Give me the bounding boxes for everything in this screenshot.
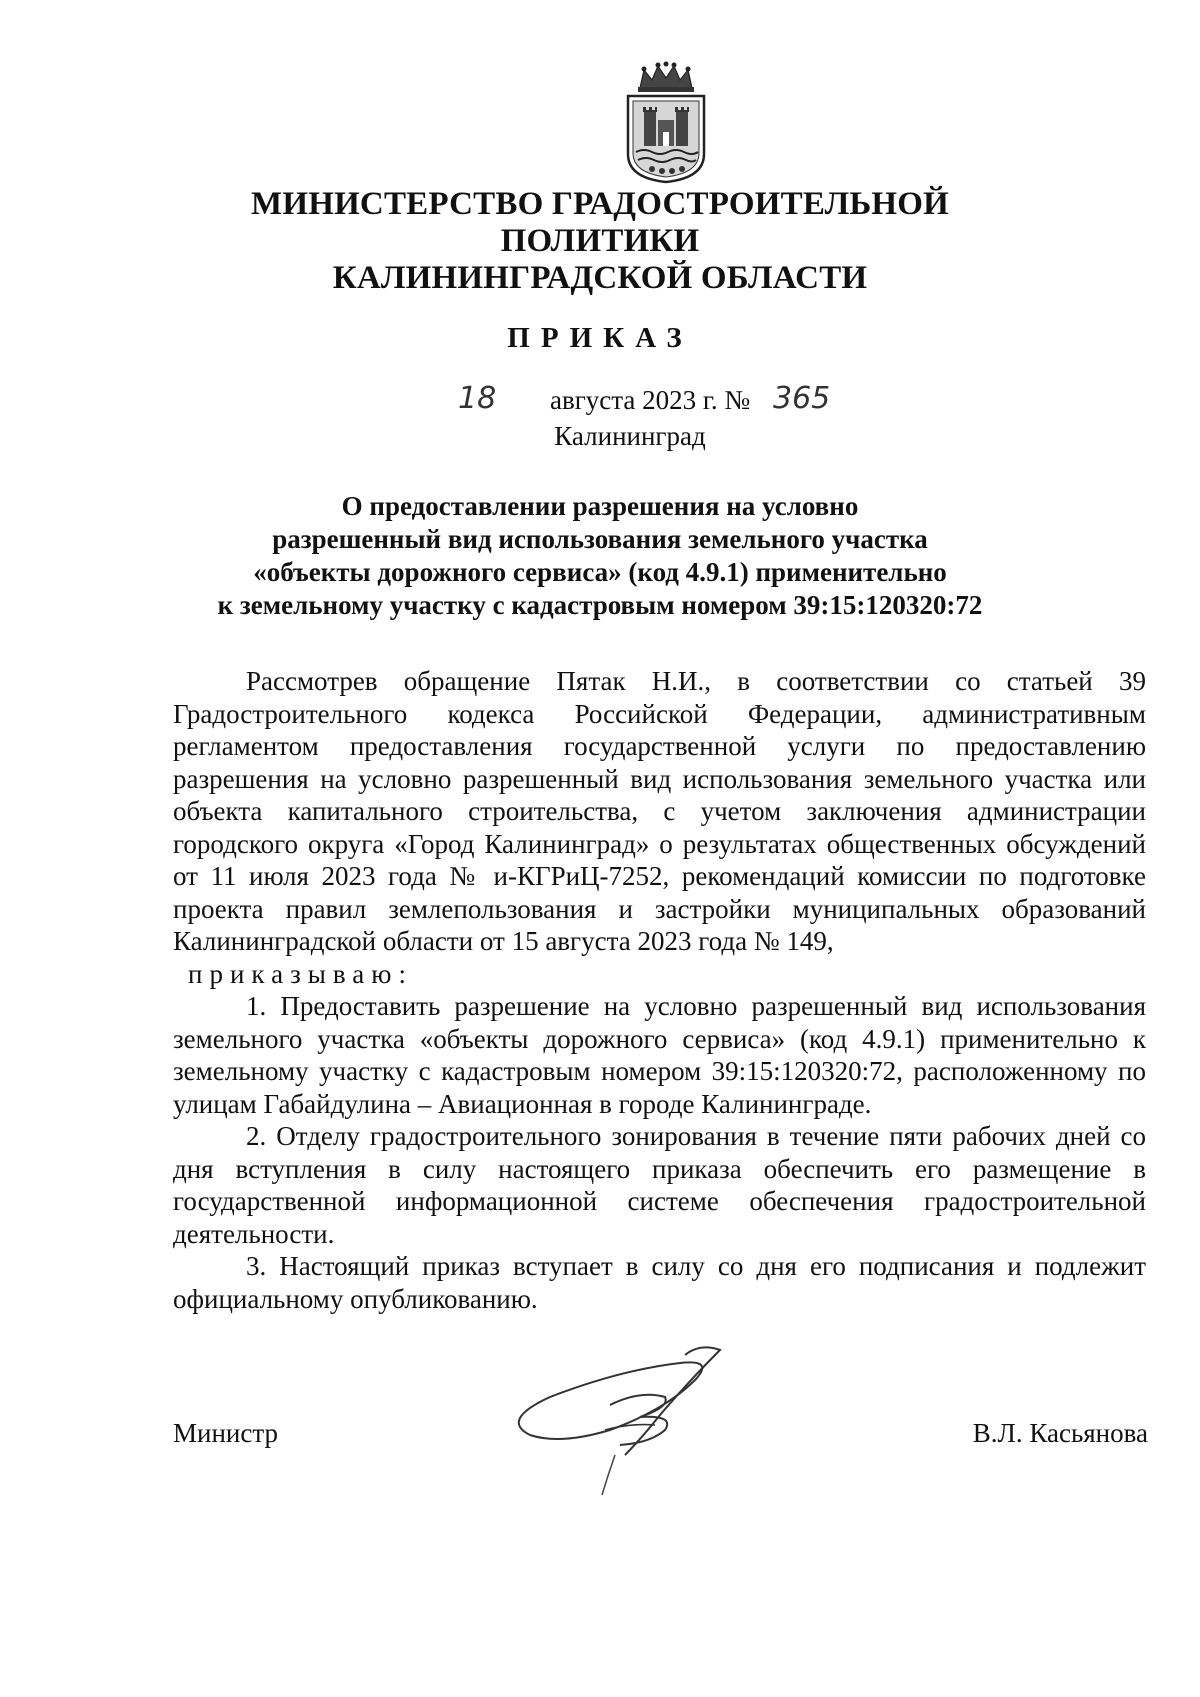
prikazyvayu-word: приказываю: bbox=[188, 958, 413, 989]
order-date-text: августа 2023 г. № bbox=[550, 385, 751, 415]
order-body bbox=[173, 665, 1146, 1315]
order-day-handwritten: 18 bbox=[458, 381, 497, 416]
preamble-paragraph: Рассмотрев обращение Пятак Н.И., в соответствии со статьей 39 Градостроительного кодекса Российской Федерации, административным регламентом предоставления государственной услуги по предоставлению разрешения на условно разрешенный вид использования земельного участка или объекта капитального строительства, с учетом заключения администрации городского округа «Город Калининград» о результатах общественных обсуждений от 11 июля 2023 года № и-КГРиЦ-7252, рекомендаций комиссии по подготовке проекта правил землепользования и застройки муниципальных образований Калининградской области от 15 августа 2023 года № 149, bbox=[173, 666, 1146, 956]
order-item-3: 3. Настоящий приказ вступает в силу со дня его подписания и подлежит официальному опубликованию. bbox=[173, 1251, 1146, 1314]
subject-line-4: к земельному участку с кадастровым номером 39:15:120320:72 bbox=[217, 590, 983, 620]
signatory-position: Министр bbox=[173, 1418, 278, 1448]
subject-line-1: О предоставлении разрешения на условно bbox=[341, 491, 859, 521]
ministry-line-2: КАЛИНИНГРАДСКОЙ ОБЛАСТИ bbox=[332, 260, 868, 296]
order-city: Калининград bbox=[554, 421, 706, 451]
subject-line-3: «объекты дорожного сервиса» (код 4.9.1) применительно bbox=[253, 557, 947, 587]
signatory-name: В.Л. Касьянова bbox=[972, 1418, 1148, 1448]
coat-of-arms-icon bbox=[618, 60, 714, 186]
handwritten-signature-icon bbox=[490, 1335, 750, 1505]
ministry-line-1: МИНИСТЕРСТВО ГРАДОСТРОИТЕЛЬНОЙ ПОЛИТИКИ bbox=[250, 186, 950, 259]
ministry-header bbox=[150, 186, 1050, 297]
order-number-handwritten: 365 bbox=[773, 381, 831, 416]
order-subject bbox=[160, 490, 1040, 622]
subject-line-2: разрешенный вид использования земельного участка bbox=[272, 524, 928, 554]
order-item-2: 2. Отделу градостроительного зонирования в течение пяти рабочих дней со дня вступления в силу настоящего приказа обеспечить его размещение в государственной информационной системе обеспечения градостроительной деятельности. bbox=[173, 1121, 1146, 1249]
order-title: ПРИКАЗ bbox=[507, 322, 693, 354]
order-item-1: 1. Предоставить разрешение на условно разрешенный вид использования земельного участка «объекты дорожного сервиса» (код 4.9.1) применительно к земельному участку с кадастровым номером 39:15:120320:72, расположенному по улицам Габайдулина – Авиационная в городе Калининграде. bbox=[173, 991, 1146, 1119]
